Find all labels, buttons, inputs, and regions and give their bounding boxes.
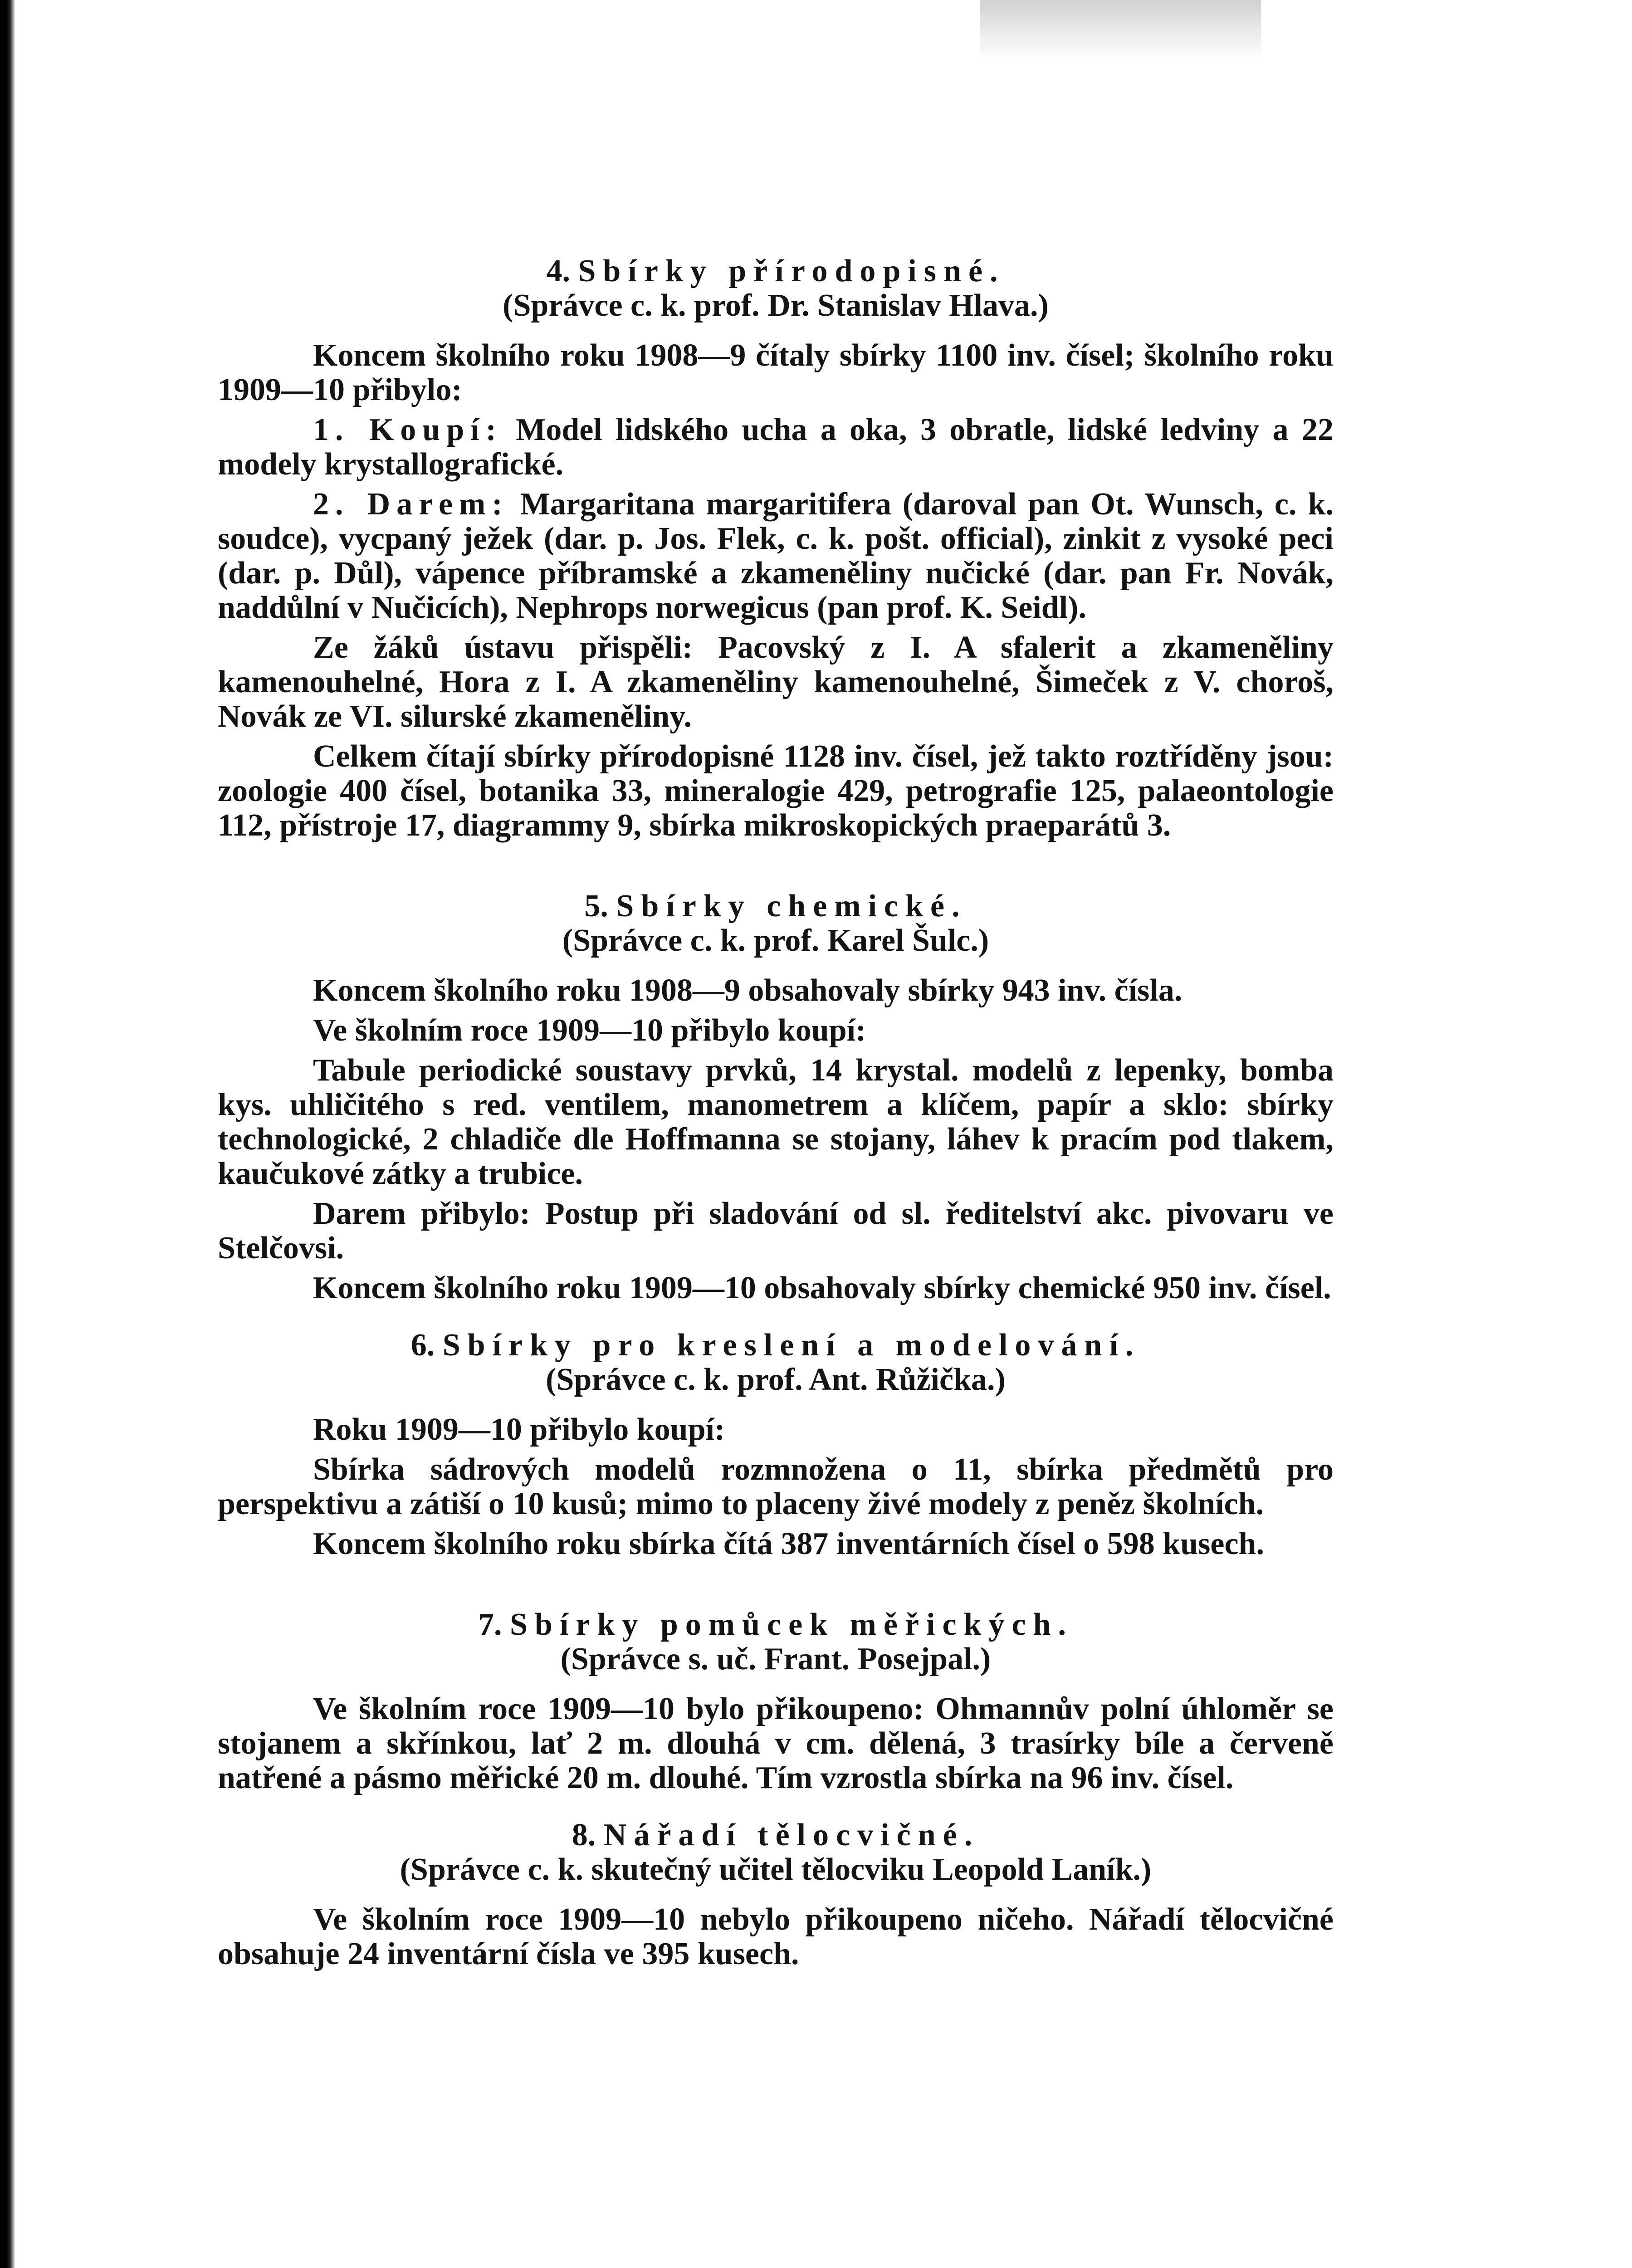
section-4-para-1: Koncem školního roku 1908—9 čítaly sbírky 1100 inv. čísel; školního roku 1909—10 přibylo: xyxy=(218,338,1334,407)
section-8-title: Nářadí tělocvičné. xyxy=(603,1818,980,1853)
section-4-admin: (Správce c. k. prof. Dr. Stanislav Hlava.) xyxy=(503,288,1049,323)
section-7-title: Sbírky pomůcek měřických. xyxy=(510,1607,1073,1642)
section-7-heading xyxy=(218,1608,1334,1642)
section-8-number: 8. xyxy=(572,1818,596,1853)
section-7-number: 7. xyxy=(478,1607,502,1642)
section-5-para-2: Ve školním roce 1909—10 přibylo koupí: xyxy=(313,1013,866,1048)
section-8-admin: (Správce c. k. skutečný učitel tělocviku Leopold Laník.) xyxy=(400,1852,1152,1887)
section-4-para-3-text: Margaritana margaritifera (daroval pan Ot. Wunsch, c. k. soudce), vycpaný ježek (dar. p. Jos. Flek, c. k. pošt. official), zinkit z vysoké peci (dar. p. Důl), vápence příbramské a zkameněliny nučické (dar. pan Fr. Novák, naddůlní v Nučicích), Nephrops norwegicus (pan prof. K. Seidl). xyxy=(218,487,1334,625)
section-4-number: 4. xyxy=(546,254,570,288)
section-7-para-1: Ve školním roce 1909—10 bylo přikoupeno: Ohmannův polní úhloměr se stojanem a skřínkou, lať 2 m. dlouhá v cm. dělená, 3 trasírky bíle a červeně natřené a pásmo měřické 20 m. dlouhé. Tím vzrostla sbírka na 96 inv. čísel. xyxy=(218,1691,1334,1795)
section-6-heading xyxy=(218,1328,1334,1363)
section-5-para-3: Tabule periodické soustavy prvků, 14 krystal. modelů z lepenky, bomba kys. uhličitého s red. ventilem, manometrem a klíčem, papír a sklo: sbírky technologické, 2 chladiče dle Hoffmanna se stojany, láhev k pracím pod tlakem, kaučukové zátky a trubice. xyxy=(218,1053,1334,1191)
section-8-para-1: Ve školním roce 1909—10 nebylo přikoupeno ničeho. Nářadí tělocvičné obsahuje 24 inventární čísla ve 395 kusech. xyxy=(218,1902,1334,1971)
section-8-heading xyxy=(218,1818,1334,1853)
section-4-title: Sbírky přírodopisné. xyxy=(578,254,1005,288)
section-4-para-3 xyxy=(218,487,1334,625)
section-4-para-3-lead: 2. Darem: xyxy=(313,487,509,522)
section-7-admin: (Správce s. uč. Frant. Posejpal.) xyxy=(560,1642,991,1677)
section-4-para-2-lead: 1. Koupí: xyxy=(313,412,503,447)
section-5-heading xyxy=(218,889,1334,924)
section-6-number: 6. xyxy=(410,1328,435,1363)
scan-left-edge xyxy=(0,0,15,2268)
section-6-para-2: Sbírka sádrových modelů rozmnožena o 11, sbírka předmětů pro perspektivu a zátiší o 10 kusů; mimo to placeny živé modely z peněz školních. xyxy=(218,1452,1334,1521)
page-content xyxy=(218,254,1334,1977)
section-6-para-3: Koncem školního roku sbírka čítá 387 inventárních čísel o 598 kusech. xyxy=(313,1526,1264,1561)
section-4-heading xyxy=(218,254,1334,288)
section-5-para-1: Koncem školního roku 1908—9 obsahovaly sbírky 943 inv. čísla. xyxy=(313,973,1182,1008)
section-4-para-2 xyxy=(218,413,1334,482)
section-4-para-4: Ze žáků ústavu přispěli: Pacovský z I. A sfalerit a zkameněliny kamenouhelné, Hora z I. A zkameněliny kamenouhelné, Šimeček z V. choroš, Novák ze VI. silurské zkameněliny. xyxy=(218,630,1334,734)
section-4-para-5: Celkem čítají sbírky přírodopisné 1128 inv. čísel, jež takto roztříděny jsou: zoologie 400 čísel, botanika 33, mineralogie 429, petrografie 125, palaeontologie 112, přístroje 17, diagrammy 9, sbírka mikroskopických praeparátů 3. xyxy=(218,739,1334,843)
section-6-admin: (Správce c. k. prof. Ant. Růžička.) xyxy=(546,1362,1006,1397)
section-6-para-1: Roku 1909—10 přibylo koupí: xyxy=(313,1412,725,1447)
section-4-para-2-text: Model lidského ucha a oka, 3 obratle, lidské ledviny a 22 modely krystallografické. xyxy=(218,412,1334,482)
section-5-number: 5. xyxy=(584,889,608,924)
section-5-admin: (Správce c. k. prof. Karel Šulc.) xyxy=(562,923,989,958)
section-5-para-4: Darem přibylo: Postup při sladování od sl. ředitelství akc. pivovaru ve Stelčovsi. xyxy=(218,1196,1334,1266)
section-6-title: Sbírky pro kreslení a modelování. xyxy=(442,1328,1141,1363)
scan-top-mark xyxy=(980,0,1261,59)
section-5-para-5: Koncem školního roku 1909—10 obsahovaly sbírky chemické 950 inv. čísel. xyxy=(313,1271,1331,1305)
section-5-title: Sbírky chemické. xyxy=(616,889,967,924)
